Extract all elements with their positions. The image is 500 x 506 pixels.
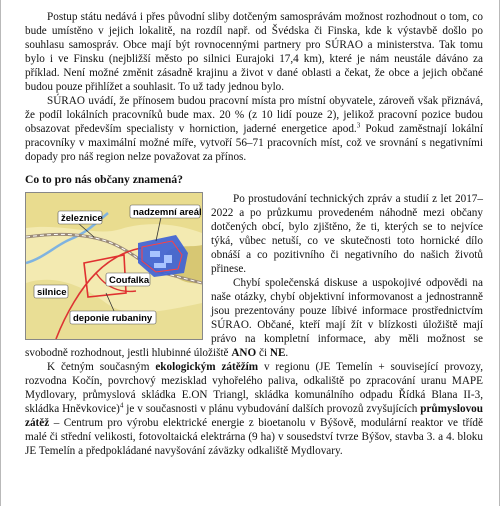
section-heading: Co to pro nás občany znamená? <box>25 173 183 186</box>
answer-ci: či <box>256 347 270 359</box>
document-content <box>25 10 483 458</box>
answer-ne: NE <box>269 347 286 359</box>
map-building-3 <box>154 263 166 268</box>
answer-dot: . <box>285 347 289 359</box>
paragraph-2 <box>25 94 483 164</box>
footnote-4: 4 <box>119 401 124 410</box>
answer-ano: ANO <box>231 347 257 359</box>
bottom-part-2: v regionu (JE Temelín + související provozy, rozvodna Kočín, povrchový mezisklad vyhořelého paliva, odkaliště po zpracování uranu MAPE Mydlovary, průmyslová skládka E.ON Triangl, skládka komunálního odpadu Řídká Blana II-3, skládka Hněvkovice) <box>25 361 483 415</box>
map-figure <box>25 192 203 340</box>
wrap-paragraph-2-text: Chybí společenská diskuse a uspokojivé odpovědi na naše otázky, chybí objektivní informovanost a jednostranně jsou prezentovány pouze líbivé informace prostřednictvím SÚRAO. Občané, kteří mají žít v blízkosti úložiště mají právo na kompletní informace, aby měli možnost se svobodně rozhodnout, jestli hlubinné úložiště <box>25 277 483 359</box>
wrap-paragraph-1: Po prostudování technických zpráv a studií z let 2017–2022 a po průzkumu provedeném náhodně mezi občany dotčených obcí, bylo zjištěno, že ti, kterých se to nejvíce týká, vůbec netuší, co ve skutečnosti toto hornické dílo obnáší a co pozitivního či negativního do našich životů přinese. <box>211 193 483 275</box>
bottom-part-4: – Centrum pro výrobu elektrické energie z bioetanolu v Býšově, modulární reaktor ve třídě malé či střední velikosti, fotovoltaická elektrárna (9 ha) v sousedství tvrze Býšov, stavba 3. a 4. bloku JE Temelín a předpokládané navyšování záväzky odkaliště Mydlovary. <box>25 417 483 457</box>
label-coufalka: Coufalka <box>109 275 150 286</box>
label-zeleznice: železnice <box>61 213 103 224</box>
paragraph-1: Postup státu nedává i přes původní sliby dotčeným samosprávám možnost rozhodnout o tom, co bude umístěno v jejich lokalitě, na rozdíl např. od Švédska či Finska, kde k výstavbě došlo po souhlasu samospráv. Obce mají být rovnocennými partnery pro SÚRAO a ministerstva. Tak tomu bylo i ve Finsku (nejbližší město po silnici Eurajoki 17,4 km), které je nám neustále dáváno za příklad. Není možné změnit zásadně krajinu a život v dané oblasti a čekat, že obce a jejich občané budou pouze přihlížet a souhlasit. To už tady jednou bylo. <box>25 11 483 93</box>
map-building-1 <box>150 251 160 257</box>
bottom-bold-1: ekologickým zátěžím <box>155 361 259 373</box>
footnote-3: 3 <box>356 121 361 130</box>
paragraph-bottom <box>25 360 483 458</box>
paragraph-2-text: SÚRAO uvádí, že přínosem budou pracovní místa pro místní obyvatele, zároveň však přiznává, že podíl lokálních pracovníků bude max. 20 % (z 10 lidí pouze 2), jelikož pracovní pozice budou obsazovat především specialisty v horniction, jaderné energetice apod. <box>25 95 483 135</box>
map-illustration <box>26 193 202 339</box>
map-section <box>25 192 483 360</box>
label-silnice: silnice <box>37 287 67 298</box>
bottom-part-3: je v současnosti v plánu vybudování dalších provozů zvyšujících <box>123 403 421 415</box>
label-areal: nadzemní areál <box>133 207 202 218</box>
paragraph-2-cont: Pokud zaměstnají lokální pracovníky v maximální možné míře, vytvoří 56–71 pracovních míst, což ve srovnání s negativními dopady pro náš region nelze považovat za přínos. <box>25 123 483 163</box>
bottom-bold-2: průmyslovou zátěž <box>25 403 483 429</box>
label-deponie: deponie rubaniny <box>73 313 153 324</box>
bottom-part-1: K četným současným <box>47 361 156 373</box>
map-building-2 <box>164 255 172 263</box>
